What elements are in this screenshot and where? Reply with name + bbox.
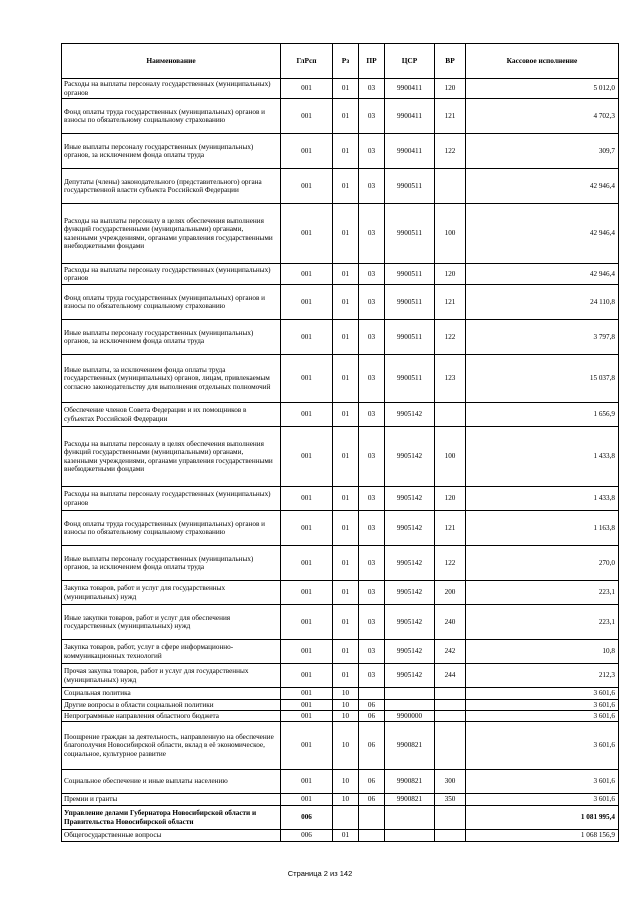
row-csr: 9900000 bbox=[385, 711, 435, 722]
row-csr: 9905142 bbox=[385, 511, 435, 546]
row-amount: 3 601,6 bbox=[466, 700, 619, 711]
row-vr: 200 bbox=[435, 581, 466, 605]
row-pr: 06 bbox=[359, 722, 385, 770]
row-rz: 01 bbox=[333, 581, 359, 605]
table-row bbox=[62, 806, 619, 830]
row-rz: 01 bbox=[333, 605, 359, 640]
row-rz bbox=[333, 806, 359, 830]
row-name: Фонд оплаты труда государственных (муниципальных) органов и взносы по обязательному социальному страхованию bbox=[62, 99, 281, 134]
row-vr: 240 bbox=[435, 605, 466, 640]
row-pr: 03 bbox=[359, 640, 385, 664]
row-amount: 3 601,6 bbox=[466, 722, 619, 770]
row-name: Иные выплаты персоналу государственных (муниципальных) органов, за исключением фонда оплаты труда bbox=[62, 320, 281, 355]
row-rz: 10 bbox=[333, 794, 359, 806]
row-amount: 42 946,4 bbox=[466, 169, 619, 204]
row-csr: 9905142 bbox=[385, 403, 435, 427]
table-row bbox=[62, 99, 619, 134]
row-name: Премии и гранты bbox=[62, 794, 281, 806]
row-pr: 03 bbox=[359, 204, 385, 264]
row-vr: 121 bbox=[435, 511, 466, 546]
row-amount: 3 601,6 bbox=[466, 688, 619, 700]
row-glrsp: 001 bbox=[281, 79, 333, 99]
row-glrsp: 001 bbox=[281, 99, 333, 134]
row-vr bbox=[435, 830, 466, 842]
row-rz: 01 bbox=[333, 487, 359, 511]
row-vr: 120 bbox=[435, 264, 466, 285]
row-rz: 01 bbox=[333, 134, 359, 169]
row-glrsp: 001 bbox=[281, 605, 333, 640]
row-csr: 9900411 bbox=[385, 134, 435, 169]
header-glrsp: ГлРсп bbox=[281, 44, 333, 79]
row-glrsp: 001 bbox=[281, 794, 333, 806]
row-amount: 15 037,8 bbox=[466, 355, 619, 403]
row-name: Непрограммные направления областного бюджета bbox=[62, 711, 281, 722]
row-vr: 121 bbox=[435, 99, 466, 134]
row-csr: 9900821 bbox=[385, 770, 435, 794]
row-glrsp: 006 bbox=[281, 830, 333, 842]
row-name: Иные закупки товаров, работ и услуг для обеспечения государственных (муниципальных) нужд bbox=[62, 605, 281, 640]
row-amount: 4 702,3 bbox=[466, 99, 619, 134]
table-row bbox=[62, 770, 619, 794]
table-row bbox=[62, 722, 619, 770]
row-amount: 42 946,4 bbox=[466, 204, 619, 264]
row-vr: 121 bbox=[435, 285, 466, 320]
table-row bbox=[62, 546, 619, 581]
row-csr: 9905142 bbox=[385, 640, 435, 664]
header-csr: ЦСР bbox=[385, 44, 435, 79]
row-name: Иные выплаты персоналу государственных (муниципальных) органов, за исключением фонда оплаты труда bbox=[62, 134, 281, 169]
row-rz: 01 bbox=[333, 427, 359, 487]
row-pr: 03 bbox=[359, 581, 385, 605]
row-rz: 01 bbox=[333, 640, 359, 664]
row-vr: 122 bbox=[435, 134, 466, 169]
table-row bbox=[62, 688, 619, 700]
row-glrsp: 001 bbox=[281, 134, 333, 169]
row-csr: 9905142 bbox=[385, 427, 435, 487]
row-name: Общегосударственные вопросы bbox=[62, 830, 281, 842]
row-rz: 01 bbox=[333, 355, 359, 403]
row-csr: 9900511 bbox=[385, 355, 435, 403]
row-csr bbox=[385, 700, 435, 711]
table-row bbox=[62, 830, 619, 842]
table-row bbox=[62, 79, 619, 99]
row-name: Фонд оплаты труда государственных (муниципальных) органов и взносы по обязательному социальному страхованию bbox=[62, 285, 281, 320]
row-name: Расходы на выплаты персоналу государственных (муниципальных) органов bbox=[62, 264, 281, 285]
row-glrsp: 001 bbox=[281, 546, 333, 581]
row-name: Социальная политика bbox=[62, 688, 281, 700]
table-row bbox=[62, 487, 619, 511]
row-rz: 10 bbox=[333, 711, 359, 722]
row-rz: 10 bbox=[333, 770, 359, 794]
header-pr: ПР bbox=[359, 44, 385, 79]
row-rz: 01 bbox=[333, 264, 359, 285]
header-name: Наименование bbox=[62, 44, 281, 79]
row-csr: 9905142 bbox=[385, 605, 435, 640]
table-row bbox=[62, 711, 619, 722]
row-glrsp: 001 bbox=[281, 355, 333, 403]
row-glrsp: 001 bbox=[281, 427, 333, 487]
row-rz: 01 bbox=[333, 664, 359, 688]
row-pr bbox=[359, 830, 385, 842]
row-amount: 3 797,8 bbox=[466, 320, 619, 355]
table-row bbox=[62, 264, 619, 285]
table-row bbox=[62, 700, 619, 711]
header-vr: ВР bbox=[435, 44, 466, 79]
row-pr: 03 bbox=[359, 134, 385, 169]
row-pr: 03 bbox=[359, 511, 385, 546]
row-amount: 270,0 bbox=[466, 546, 619, 581]
row-glrsp: 001 bbox=[281, 688, 333, 700]
row-vr bbox=[435, 169, 466, 204]
row-pr: 03 bbox=[359, 427, 385, 487]
row-csr: 9900411 bbox=[385, 79, 435, 99]
row-vr: 120 bbox=[435, 487, 466, 511]
row-csr: 9905142 bbox=[385, 581, 435, 605]
row-name: Закупка товаров, работ и услуг для государственных (муниципальных) нужд bbox=[62, 581, 281, 605]
row-name: Расходы на выплаты персоналу государственных (муниципальных) органов bbox=[62, 79, 281, 99]
row-glrsp: 001 bbox=[281, 487, 333, 511]
row-pr: 03 bbox=[359, 355, 385, 403]
row-name: Расходы на выплаты персоналу в целях обеспечения выполнения функций государственными (муниципальными) органами, казенными учреждениями, органами управления государственными внебюджетными фондами bbox=[62, 204, 281, 264]
row-glrsp: 001 bbox=[281, 711, 333, 722]
row-pr: 03 bbox=[359, 169, 385, 204]
row-amount: 1 433,8 bbox=[466, 487, 619, 511]
row-name: Прочая закупка товаров, работ и услуг для государственных (муниципальных) нужд bbox=[62, 664, 281, 688]
row-pr: 03 bbox=[359, 487, 385, 511]
row-name: Иные выплаты персоналу государственных (муниципальных) органов, за исключением фонда оплаты труда bbox=[62, 546, 281, 581]
row-glrsp: 001 bbox=[281, 403, 333, 427]
row-glrsp: 001 bbox=[281, 285, 333, 320]
row-pr: 06 bbox=[359, 700, 385, 711]
row-glrsp: 006 bbox=[281, 806, 333, 830]
row-pr: 03 bbox=[359, 546, 385, 581]
row-csr bbox=[385, 806, 435, 830]
row-name: Фонд оплаты труда государственных (муниципальных) органов и взносы по обязательному социальному страхованию bbox=[62, 511, 281, 546]
row-pr: 03 bbox=[359, 320, 385, 355]
row-rz: 01 bbox=[333, 546, 359, 581]
row-glrsp: 001 bbox=[281, 640, 333, 664]
row-csr: 9905142 bbox=[385, 487, 435, 511]
row-csr: 9900821 bbox=[385, 794, 435, 806]
row-name: Иные выплаты, за исключением фонда оплаты труда государственных (муниципальных) органов, лицам, привлекаемым согласно законодательству для выполнения отдельных полномочий bbox=[62, 355, 281, 403]
row-amount: 1 433,8 bbox=[466, 427, 619, 487]
table-row bbox=[62, 355, 619, 403]
row-name: Обеспечение членов Совета Федерации и их помощников в субъектах Российской Федерации bbox=[62, 403, 281, 427]
row-amount: 309,7 bbox=[466, 134, 619, 169]
row-rz: 01 bbox=[333, 79, 359, 99]
row-glrsp: 001 bbox=[281, 264, 333, 285]
row-rz: 01 bbox=[333, 403, 359, 427]
row-csr: 9900511 bbox=[385, 285, 435, 320]
row-rz: 01 bbox=[333, 99, 359, 134]
row-amount: 3 601,6 bbox=[466, 711, 619, 722]
row-rz: 10 bbox=[333, 700, 359, 711]
row-glrsp: 001 bbox=[281, 511, 333, 546]
row-name: Расходы на выплаты персоналу в целях обеспечения выполнения функций государственными (муниципальными) органами, казенными учреждениями, органами управления государственными внебюджетными фондами bbox=[62, 427, 281, 487]
row-glrsp: 001 bbox=[281, 320, 333, 355]
row-pr bbox=[359, 688, 385, 700]
row-vr bbox=[435, 711, 466, 722]
row-name: Другие вопросы в области социальной политики bbox=[62, 700, 281, 711]
row-vr: 120 bbox=[435, 79, 466, 99]
row-name: Социальное обеспечение и иные выплаты населению bbox=[62, 770, 281, 794]
row-pr: 03 bbox=[359, 99, 385, 134]
row-csr: 9905142 bbox=[385, 546, 435, 581]
row-name: Расходы на выплаты персоналу государственных (муниципальных) органов bbox=[62, 487, 281, 511]
row-amount: 1 656,9 bbox=[466, 403, 619, 427]
table-row bbox=[62, 640, 619, 664]
row-rz: 10 bbox=[333, 688, 359, 700]
row-name: Закупка товаров, работ, услуг в сфере информационно-коммуникационных технологий bbox=[62, 640, 281, 664]
row-amount: 5 012,0 bbox=[466, 79, 619, 99]
row-rz: 01 bbox=[333, 830, 359, 842]
row-amount: 1 068 156,9 bbox=[466, 830, 619, 842]
row-vr bbox=[435, 403, 466, 427]
row-rz: 01 bbox=[333, 511, 359, 546]
row-vr bbox=[435, 700, 466, 711]
row-glrsp: 001 bbox=[281, 770, 333, 794]
row-pr: 03 bbox=[359, 79, 385, 99]
row-vr: 100 bbox=[435, 427, 466, 487]
row-vr: 244 bbox=[435, 664, 466, 688]
row-amount: 223,1 bbox=[466, 581, 619, 605]
table-row bbox=[62, 169, 619, 204]
table-row bbox=[62, 511, 619, 546]
row-csr: 9900511 bbox=[385, 169, 435, 204]
row-rz: 10 bbox=[333, 722, 359, 770]
row-vr: 122 bbox=[435, 320, 466, 355]
row-rz: 01 bbox=[333, 169, 359, 204]
table-row bbox=[62, 794, 619, 806]
header-amount: Кассовое исполнение bbox=[466, 44, 619, 79]
header-rz: Рз bbox=[333, 44, 359, 79]
row-glrsp: 001 bbox=[281, 722, 333, 770]
table-row bbox=[62, 605, 619, 640]
row-csr: 9900511 bbox=[385, 204, 435, 264]
row-pr: 03 bbox=[359, 285, 385, 320]
row-vr: 350 bbox=[435, 794, 466, 806]
table-row bbox=[62, 664, 619, 688]
row-csr: 9900511 bbox=[385, 320, 435, 355]
table-header-row bbox=[62, 44, 619, 79]
row-pr: 06 bbox=[359, 794, 385, 806]
budget-execution-table bbox=[61, 43, 619, 842]
table-row bbox=[62, 134, 619, 169]
row-rz: 01 bbox=[333, 204, 359, 264]
row-vr bbox=[435, 806, 466, 830]
row-name: Поощрение граждан за деятельность, направленную на обеспечение благополучия Новосибирской области, вклад в её экономическое, социальное, культурное развитие bbox=[62, 722, 281, 770]
row-glrsp: 001 bbox=[281, 204, 333, 264]
row-pr: 03 bbox=[359, 605, 385, 640]
row-name: Управление делами Губернатора Новосибирской области и Правительства Новосибирской области bbox=[62, 806, 281, 830]
row-vr: 123 bbox=[435, 355, 466, 403]
row-amount: 24 110,8 bbox=[466, 285, 619, 320]
page-number: Страница 2 из 142 bbox=[287, 869, 353, 878]
table-row bbox=[62, 403, 619, 427]
row-csr: 9905142 bbox=[385, 664, 435, 688]
row-pr: 03 bbox=[359, 403, 385, 427]
row-pr: 03 bbox=[359, 264, 385, 285]
row-amount: 223,1 bbox=[466, 605, 619, 640]
row-glrsp: 001 bbox=[281, 169, 333, 204]
table-row bbox=[62, 581, 619, 605]
row-vr: 122 bbox=[435, 546, 466, 581]
row-amount: 1 081 995,4 bbox=[466, 806, 619, 830]
row-csr bbox=[385, 688, 435, 700]
row-glrsp: 001 bbox=[281, 700, 333, 711]
row-pr: 06 bbox=[359, 770, 385, 794]
row-pr: 06 bbox=[359, 711, 385, 722]
row-csr bbox=[385, 830, 435, 842]
row-vr: 100 bbox=[435, 204, 466, 264]
row-amount: 10,8 bbox=[466, 640, 619, 664]
row-rz: 01 bbox=[333, 285, 359, 320]
row-vr: 300 bbox=[435, 770, 466, 794]
table-row bbox=[62, 204, 619, 264]
row-csr: 9900411 bbox=[385, 99, 435, 134]
row-amount: 3 601,6 bbox=[466, 770, 619, 794]
row-vr bbox=[435, 688, 466, 700]
table-row bbox=[62, 427, 619, 487]
row-csr: 9900511 bbox=[385, 264, 435, 285]
row-amount: 212,3 bbox=[466, 664, 619, 688]
table-row bbox=[62, 285, 619, 320]
row-vr: 242 bbox=[435, 640, 466, 664]
row-amount: 42 946,4 bbox=[466, 264, 619, 285]
row-pr bbox=[359, 806, 385, 830]
row-name: Депутаты (члены) законодательного (представительного) органа государственной власти субъекта Российской Федерации bbox=[62, 169, 281, 204]
row-csr: 9900821 bbox=[385, 722, 435, 770]
row-pr: 03 bbox=[359, 664, 385, 688]
row-amount: 1 163,8 bbox=[466, 511, 619, 546]
row-vr bbox=[435, 722, 466, 770]
row-amount: 3 601,6 bbox=[466, 794, 619, 806]
row-glrsp: 001 bbox=[281, 664, 333, 688]
table-row bbox=[62, 320, 619, 355]
row-rz: 01 bbox=[333, 320, 359, 355]
row-glrsp: 001 bbox=[281, 581, 333, 605]
